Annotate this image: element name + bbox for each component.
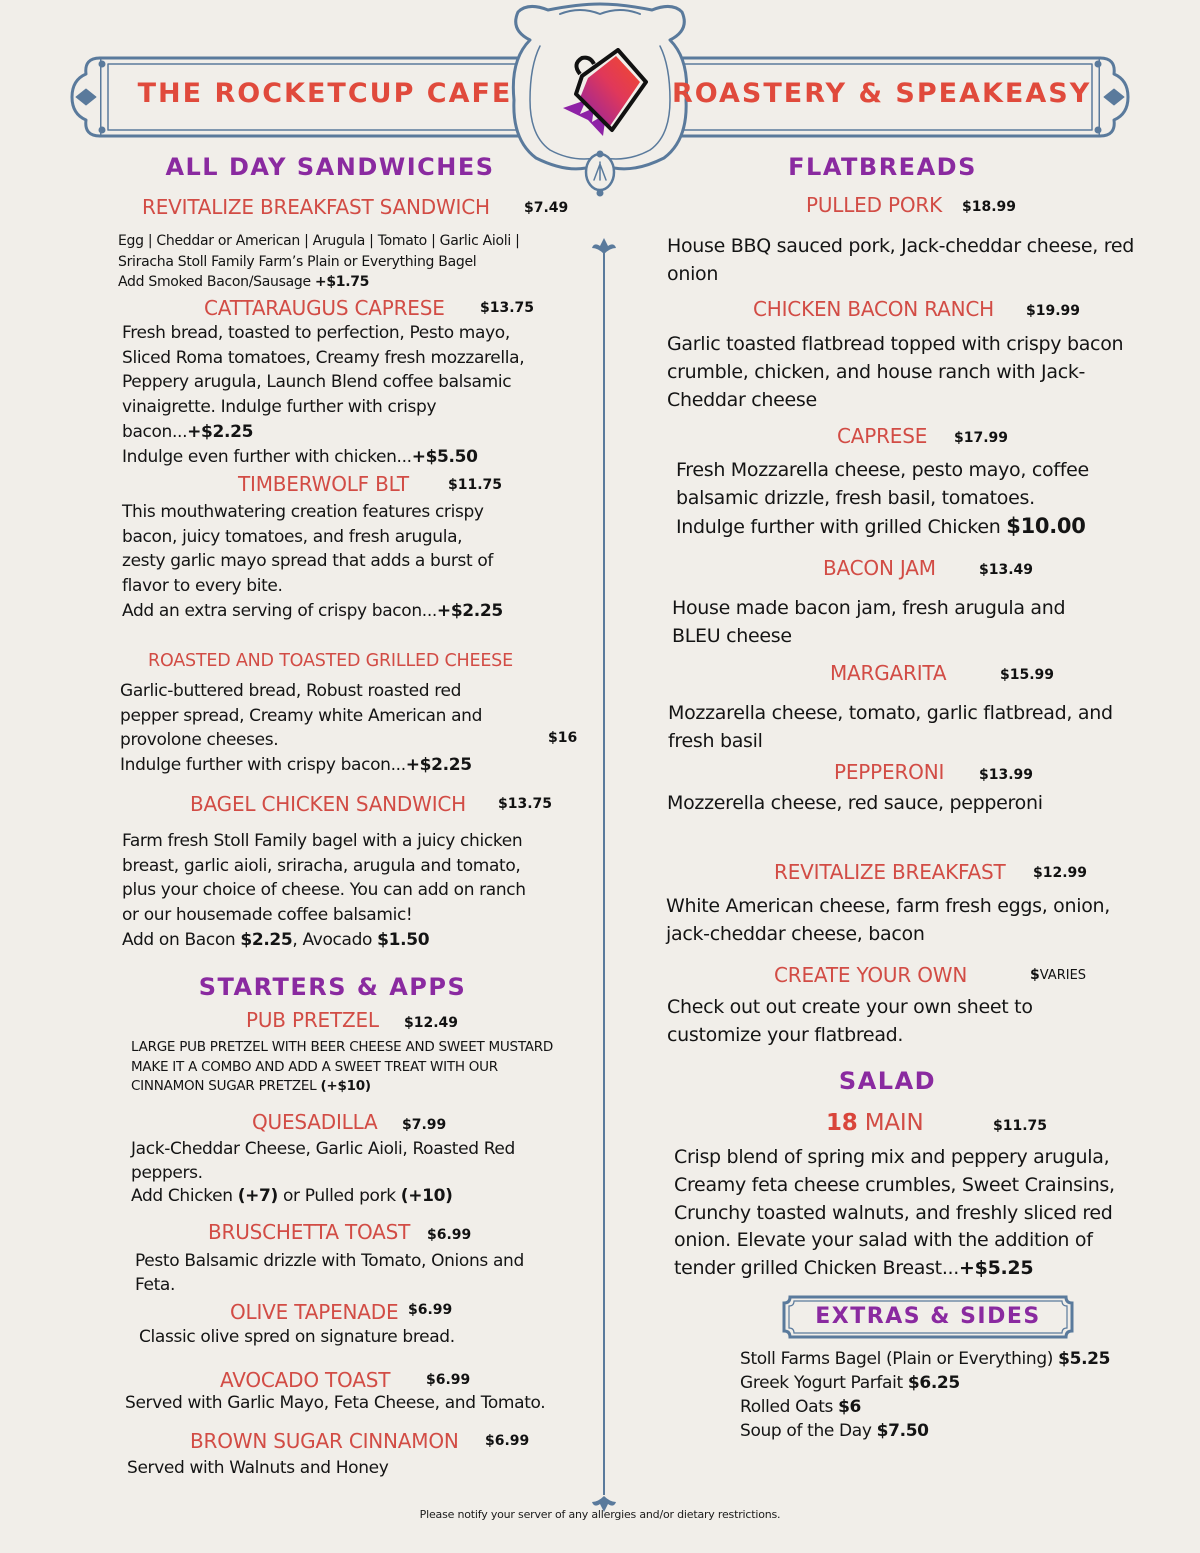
section-heading-starters: STARTERS & APPS bbox=[198, 973, 467, 1001]
section-heading-flatbreads: FLATBREADS bbox=[788, 153, 977, 181]
item-price: $13.99 bbox=[979, 767, 1034, 783]
item-description: Fresh bread, toasted to perfection, Pesto mayo, Sliced Roma tomatoes, Creamy fresh mozzarella, Peppery arugula, Launch Blend coffee balsamic vinaigrette. Indulge further with crispy bacon...+$2.25 Indulge even further with chicken...+$5.50 bbox=[122, 323, 525, 467]
item-description: Crisp blend of spring mix and peppery arugula, Creamy feta cheese crumbles, Sweet Crainsins, Crunchy toasted walnuts, and freshly sliced red onion. Elevate your salad with the addition of tender grilled Chicken Breast...+$5.25 bbox=[674, 1146, 1115, 1280]
extras-item: Soup of the Day $7.50 bbox=[740, 1421, 929, 1441]
item-price: $18.99 bbox=[962, 199, 1017, 215]
section-heading-extras: EXTRAS & SIDES bbox=[815, 1304, 1041, 1329]
item-price: $13.49 bbox=[979, 562, 1034, 578]
cafe-title: THE ROCKETCUP CAFE bbox=[137, 78, 513, 109]
extras-list bbox=[740, 1347, 1110, 1443]
item-name: PULLED PORK bbox=[806, 193, 942, 217]
item-name: MARGARITA bbox=[830, 661, 947, 685]
item-description: Garlic-buttered bread, Robust roasted red pepper spread, Creamy white American and provolone cheeses. Indulge further with crispy bacon...+$2.25 bbox=[120, 681, 483, 776]
item-description: LARGE PUB PRETZEL WITH BEER CHEESE AND SWEET MUSTARD MAKE IT A COMBO AND ADD A SWEET TREAT WITH OUR CINNAMON SUGAR PRETZEL (+$10) bbox=[131, 1039, 554, 1094]
item-name: CAPRESE bbox=[837, 424, 928, 448]
item-name: REVITALIZE BREAKFAST SANDWICH bbox=[142, 195, 490, 219]
item-description: This mouthwatering creation features crispy bacon, juicy tomatoes, and fresh arugula, zesty garlic mayo spread that adds a burst of flavor to every bite. Add an extra serving of crispy bacon...+$2.25 bbox=[122, 502, 503, 621]
addon-price: +$1.75 bbox=[314, 274, 370, 290]
item-description: Farm fresh Stoll Family bagel with a juicy chicken breast, garlic aioli, sriracha, arugula and tomato, plus your choice of cheese. You can add on ranch or our housemade coffee balsamic! Add on Bacon $2.25, Avocado $1.50 bbox=[122, 831, 526, 950]
allergy-notice: Please notify your server of any allergies and/or dietary restrictions. bbox=[419, 1508, 781, 1521]
item-name: BACON JAM bbox=[823, 556, 936, 580]
extras-heading-frame bbox=[782, 1295, 1074, 1339]
extras-item: Greek Yogurt Parfait $6.25 bbox=[740, 1373, 960, 1393]
item-price: $15.99 bbox=[1000, 667, 1055, 683]
item-price: $VARIES bbox=[1030, 967, 1087, 983]
item-description: Served with Walnuts and Honey bbox=[127, 1458, 389, 1478]
column-divider bbox=[603, 250, 605, 1495]
item-description: Pesto Balsamic drizzle with Tomato, Onions and Feta. bbox=[135, 1251, 524, 1295]
item-price: $13.75 bbox=[498, 796, 553, 812]
item-description: Garlic toasted flatbread topped with crispy bacon crumble, chicken, and house ranch with Jack- Cheddar cheese bbox=[667, 333, 1124, 411]
item-name: QUESADILLA bbox=[252, 1110, 378, 1134]
item-price: $11.75 bbox=[448, 477, 503, 493]
item-name: ROASTED AND TOASTED GRILLED CHEESE bbox=[148, 651, 513, 671]
item-price: $13.75 bbox=[480, 300, 535, 316]
extras-item: Rolled Oats $6 bbox=[740, 1397, 862, 1417]
item-name: BRUSCHETTA TOAST bbox=[208, 1220, 411, 1244]
item-description: House made bacon jam, fresh arugula and BLEU cheese bbox=[672, 597, 1066, 647]
item-description: Served with Garlic Mayo, Feta Cheese, and Tomato. bbox=[125, 1393, 546, 1413]
item-description: Mozzarella cheese, tomato, garlic flatbread, and fresh basil bbox=[668, 702, 1113, 752]
item-description: Classic olive spred on signature bread. bbox=[139, 1327, 455, 1347]
item-price: $11.75 bbox=[993, 1118, 1048, 1134]
fleur-top-icon bbox=[592, 238, 616, 258]
section-heading-salad: SALAD bbox=[838, 1067, 937, 1095]
item-price: $19.99 bbox=[1026, 303, 1081, 319]
item-price: $6.99 bbox=[485, 1433, 530, 1449]
rocket-cup-logo-icon bbox=[558, 48, 648, 143]
item-price: $12.49 bbox=[404, 1015, 459, 1031]
item-description: House BBQ sauced pork, Jack-cheddar cheese, red onion bbox=[667, 235, 1134, 285]
item-description: Fresh Mozzarella cheese, pesto mayo, coffee balsamic drizzle, fresh basil, tomatoes. Indulge further with grilled Chicken $10.00 bbox=[676, 459, 1089, 538]
item-name: PEPPERONI bbox=[834, 760, 945, 784]
item-name: BROWN SUGAR CINNAMON bbox=[190, 1429, 459, 1453]
item-description: White American cheese, farm fresh eggs, onion, jack-cheddar cheese, bacon bbox=[666, 895, 1111, 945]
item-description: Jack-Cheddar Cheese, Garlic Aioli, Roasted Red peppers. Add Chicken (+7) or Pulled pork (+10) bbox=[131, 1139, 515, 1206]
item-description: Mozzerella cheese, red sauce, pepperoni bbox=[667, 792, 1043, 814]
item-price: $6.99 bbox=[427, 1227, 472, 1243]
item-description: Check out out create your own sheet to customize your flatbread. bbox=[667, 996, 1033, 1046]
item-name: REVITALIZE BREAKFAST bbox=[774, 860, 1006, 884]
item-name: PUB PRETZEL bbox=[246, 1008, 379, 1032]
item-price: $12.99 bbox=[1033, 865, 1088, 881]
item-name: 18 MAIN bbox=[826, 1110, 924, 1136]
item-description: Egg | Cheddar or American | Arugula | Tomato | Garlic Aioli | Sriracha Stoll Family Farm’s Plain or Everything Bagel Add Smoked Bacon/Sausage +$1.75 bbox=[118, 233, 520, 290]
section-heading-sandwiches: ALL DAY SANDWICHES bbox=[165, 153, 495, 181]
item-price: $6.99 bbox=[408, 1302, 453, 1318]
item-price: $6.99 bbox=[426, 1372, 471, 1388]
item-name: CATTARAUGUS CAPRESE bbox=[204, 296, 445, 320]
item-name: TIMBERWOLF BLT bbox=[238, 472, 409, 496]
item-price: $7.99 bbox=[402, 1117, 447, 1133]
extras-item: Stoll Farms Bagel (Plain or Everything) $5.25 bbox=[740, 1349, 1111, 1369]
item-name: CREATE YOUR OWN bbox=[774, 963, 968, 987]
item-price: $17.99 bbox=[954, 430, 1009, 446]
roastery-title: ROASTERY & SPEAKEASY bbox=[672, 78, 1092, 109]
item-name: BAGEL CHICKEN SANDWICH bbox=[190, 792, 467, 816]
item-name: AVOCADO TOAST bbox=[220, 1368, 391, 1392]
item-name: CHICKEN BACON RANCH bbox=[753, 297, 994, 321]
item-name: OLIVE TAPENADE bbox=[230, 1300, 399, 1324]
item-price: $7.49 bbox=[524, 200, 569, 216]
item-price: $16 bbox=[548, 730, 578, 746]
